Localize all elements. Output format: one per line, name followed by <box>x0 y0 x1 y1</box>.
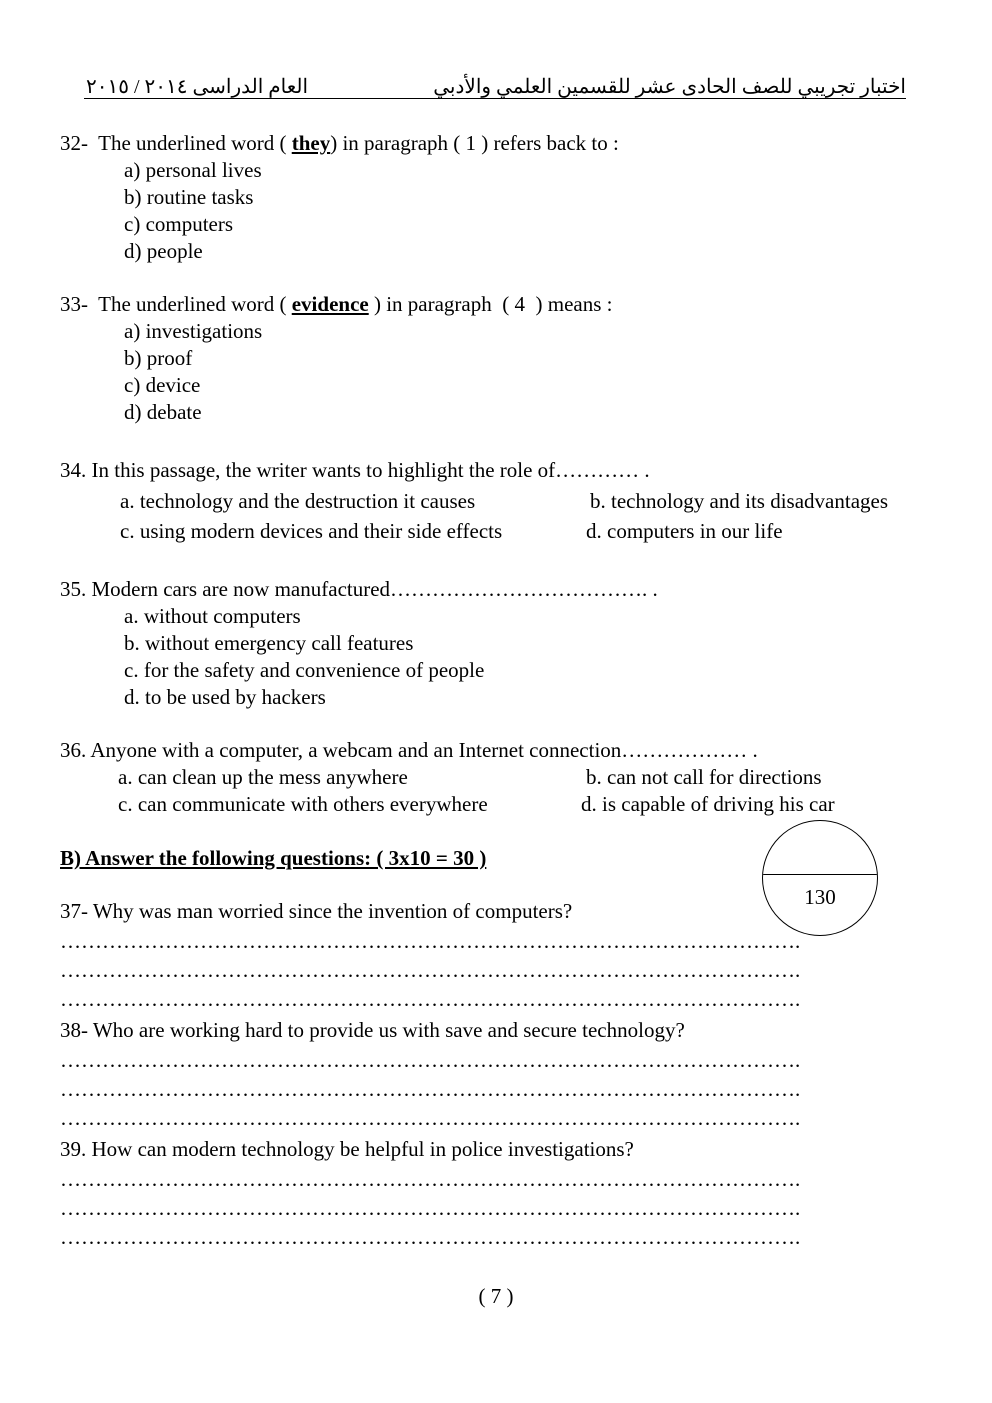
option-32a: a) personal lives <box>124 158 262 182</box>
option-32d: d) people <box>124 239 203 263</box>
option-34b: b. technology and its disadvantages <box>590 489 889 513</box>
question-suffix: ) in paragraph ( 1 ) refers back to : <box>330 131 619 155</box>
option-35d: d. to be used by hackers <box>124 685 326 709</box>
question-35: 35. Modern cars are now manufactured………………………………. . <box>60 577 658 601</box>
answer-line[interactable]: ……………………………………………………………………………………………. <box>60 929 801 953</box>
option-35b: b. without emergency call features <box>124 631 414 655</box>
question-37: 37- Why was man worried since the invention of computers? <box>60 899 573 923</box>
answer-line[interactable]: ……………………………………………………………………………………………. <box>60 958 801 982</box>
question-36: 36. Anyone with a computer, a webcam and an Internet connection……………… . <box>60 738 758 762</box>
question-33 <box>60 292 612 317</box>
question-number: 32- <box>60 131 88 155</box>
option-33d: d) debate <box>124 400 202 424</box>
option-36a: a. can clean up the mess anywhere <box>118 765 408 789</box>
underlined-keyword: evidence <box>291 292 369 316</box>
option-36c: c. can communicate with others everywhere <box>118 792 488 816</box>
answer-line[interactable]: ……………………………………………………………………………………………. <box>60 1225 801 1249</box>
answer-line[interactable]: ……………………………………………………………………………………………. <box>60 1196 801 1220</box>
option-33a: a) investigations <box>124 319 263 343</box>
option-35c: c. for the safety and convenience of people <box>124 658 485 682</box>
option-34c: c. using modern devices and their side effects <box>120 519 503 543</box>
question-39: 39. How can modern technology be helpful in police investigations? <box>60 1137 634 1161</box>
section-b-title: B) Answer the following questions: ( 3x10 = 30 ) <box>60 846 487 870</box>
option-32c: c) computers <box>124 212 234 236</box>
option-36b: b. can not call for directions <box>586 765 822 789</box>
option-33b: b) proof <box>124 346 193 370</box>
exam-title: اختبار تجريبي للصف الحادى عشر للقسمين العلمي والأدبي <box>433 76 906 98</box>
answer-line[interactable]: ……………………………………………………………………………………………. <box>60 1048 801 1072</box>
header-divider <box>84 98 906 99</box>
score-value: 130 <box>804 885 836 909</box>
academic-year: العام الدراسى ٢٠١٤ / ٢٠١٥ <box>86 76 309 98</box>
underlined-keyword: they <box>291 131 331 155</box>
page-number: ( 7 ) <box>478 1284 514 1308</box>
question-prefix: The underlined word ( <box>88 292 292 316</box>
answer-line[interactable]: ……………………………………………………………………………………………. <box>60 1167 801 1191</box>
question-34: 34. In this passage, the writer wants to highlight the role of………… . <box>60 458 650 482</box>
question-38: 38- Who are working hard to provide us with save and secure technology? <box>60 1018 685 1042</box>
question-number: 33- <box>60 292 88 316</box>
answer-line[interactable]: ……………………………………………………………………………………………. <box>60 987 801 1011</box>
question-prefix: The underlined word ( <box>88 131 292 155</box>
option-36d: d. is capable of driving his car <box>581 792 835 816</box>
option-34d: d. computers in our life <box>586 519 783 543</box>
score-divider <box>763 874 877 875</box>
answer-line[interactable]: ……………………………………………………………………………………………. <box>60 1106 801 1130</box>
option-34a: a. technology and the destruction it causes <box>120 489 476 513</box>
question-32 <box>60 131 619 156</box>
option-32b: b) routine tasks <box>124 185 254 209</box>
question-suffix: ) in paragraph ( 4 ) means : <box>368 292 613 316</box>
option-35a: a. without computers <box>124 604 301 628</box>
answer-line[interactable]: ……………………………………………………………………………………………. <box>60 1077 801 1101</box>
score-circle <box>762 820 878 936</box>
option-33c: c) device <box>124 373 201 397</box>
